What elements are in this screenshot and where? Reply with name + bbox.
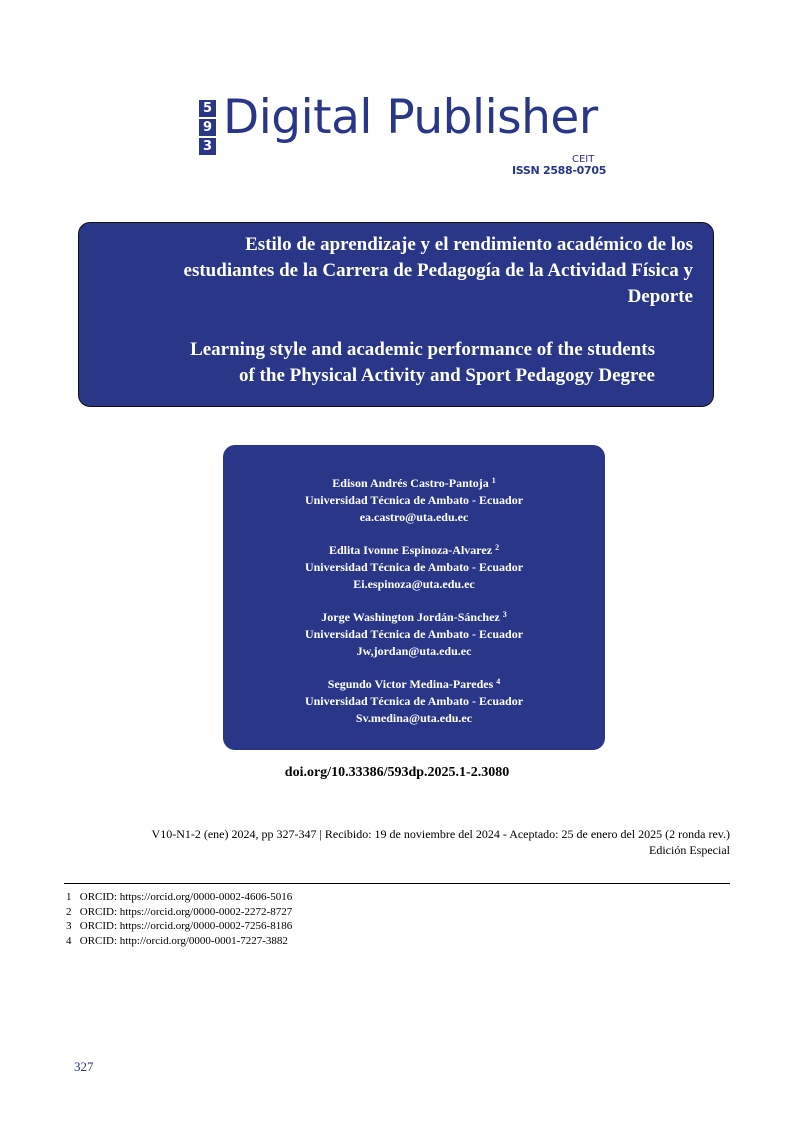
edition-label: Edición Especial: [649, 843, 730, 857]
footnote-orcid[interactable]: ORCID: http://orcid.org/0000-0001-7227-3882: [79, 934, 288, 947]
footnote-number: 4: [66, 934, 72, 947]
english-title: [95, 337, 655, 389]
english-title-line: of the Physical Activity and Sport Pedagogy Degree: [238, 365, 655, 386]
logo-wordmark: Digital Publisher: [223, 90, 598, 145]
author-name: Segundo Victor Medina-Paredes: [327, 677, 494, 691]
author-email[interactable]: Ei.espinoza@uta.edu.ec: [353, 577, 475, 591]
author-block: [223, 609, 605, 660]
spanish-title: [103, 232, 693, 310]
author-name: Edlita Ivonne Espinoza-Alvarez: [328, 543, 493, 557]
author-affiliation: Universidad Técnica de Ambato - Ecuador: [304, 493, 524, 507]
footnote-item: [66, 905, 292, 920]
author-name: Jorge Washington Jordán-Sánchez: [321, 610, 500, 624]
publication-info: V10-N1-2 (ene) 2024, pp 327-347 | Recibido: 19 de noviembre del 2024 - Aceptado: 25 de enero del 2025 (2 ronda rev.): [151, 827, 730, 841]
logo-digit: 9: [199, 119, 216, 136]
footnote-number: 2: [66, 905, 72, 918]
logo-issn: ISSN 2588-0705: [512, 164, 607, 177]
journal-logo: [199, 90, 619, 182]
author-email[interactable]: Sv.medina@uta.edu.ec: [355, 711, 473, 725]
title-box: [78, 222, 714, 407]
footnote-number: 1: [66, 891, 72, 903]
footnotes: [66, 890, 292, 948]
spanish-title-line: estudiantes de la Carrera de Pedagogía de la Actividad Física y: [183, 260, 693, 281]
authors-box: [223, 445, 605, 750]
footnote-number: 3: [66, 920, 72, 932]
author-affiliation: Universidad Técnica de Ambato - Ecuador: [304, 627, 524, 641]
author-ref: 1: [491, 476, 496, 485]
footnote-item: [66, 934, 292, 949]
author-name: Edison Andrés Castro-Pantoja: [332, 476, 489, 490]
logo-ceit: CEIT: [572, 154, 595, 165]
footnote-divider: [64, 883, 730, 884]
author-block: [223, 542, 605, 593]
logo-digit-stack: [199, 100, 217, 157]
author-affiliation: Universidad Técnica de Ambato - Ecuador: [304, 694, 524, 708]
page-number: 327: [74, 1059, 94, 1074]
footnote-orcid[interactable]: ORCID: https://orcid.org/0000-0002-4606-5016: [79, 891, 293, 903]
author-affiliation: Universidad Técnica de Ambato - Ecuador: [304, 560, 524, 574]
spanish-title-line: Estilo de aprendizaje y el rendimiento académico de los: [245, 234, 693, 255]
footnote-orcid[interactable]: ORCID: https://orcid.org/0000-0002-7256-8186: [79, 920, 293, 932]
author-ref: 2: [495, 543, 500, 552]
footnote-orcid[interactable]: ORCID: https://orcid.org/0000-0002-2272-8727: [79, 905, 293, 918]
logo-digit: 3: [199, 138, 216, 155]
author-email[interactable]: Jw,jordan@uta.edu.ec: [356, 644, 472, 658]
footnote-item: [66, 890, 292, 905]
author-email[interactable]: ea.castro@uta.edu.ec: [359, 510, 469, 524]
author-block: [223, 676, 605, 727]
author-ref: 4: [496, 677, 501, 686]
footnote-item: [66, 919, 292, 934]
doi-link[interactable]: doi.org/10.33386/593dp.2025.1-2.3080: [284, 765, 510, 780]
author-block: [223, 475, 605, 526]
english-title-line: Learning style and academic performance of the students: [190, 339, 655, 360]
logo-digit: 5: [199, 100, 216, 117]
author-ref: 3: [502, 610, 507, 619]
spanish-title-line: Deporte: [627, 286, 693, 307]
